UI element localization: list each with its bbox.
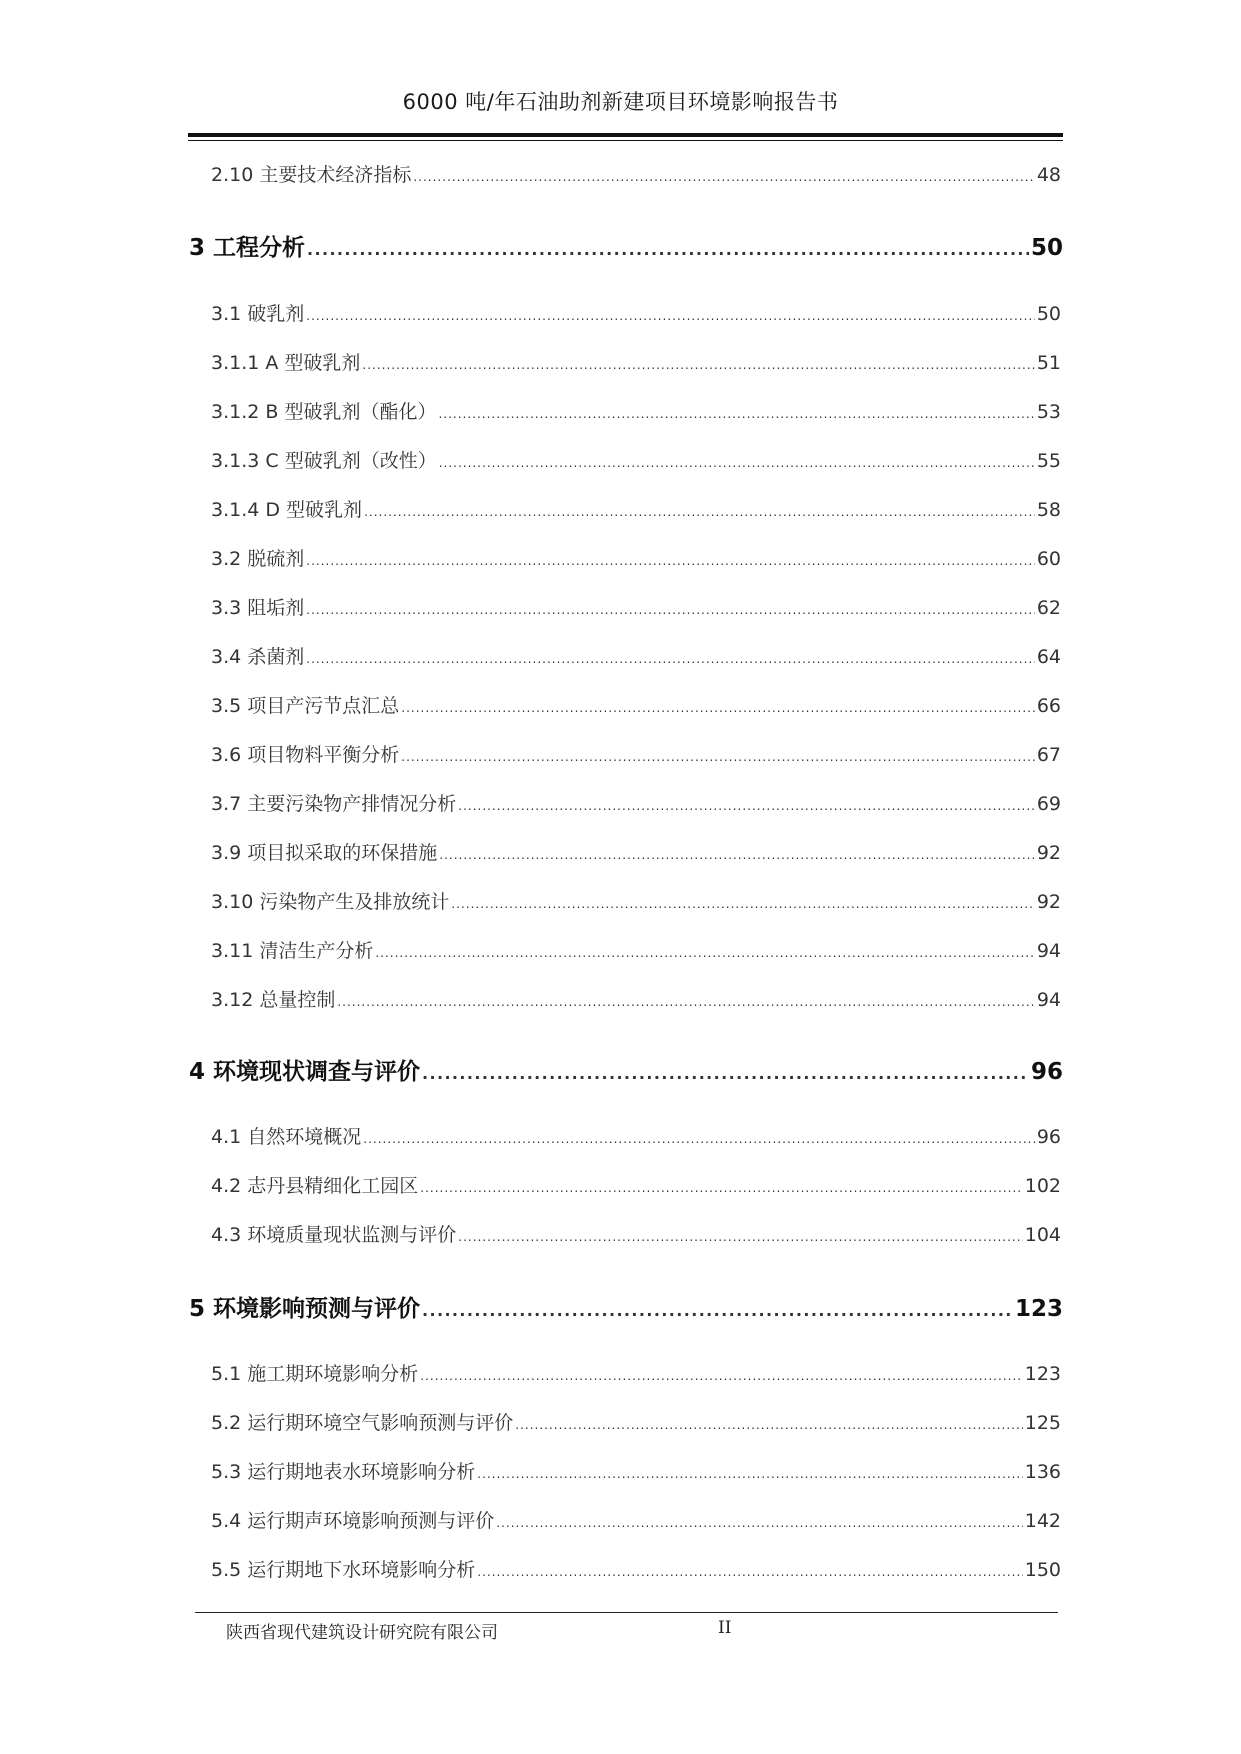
toc-leader-dots (363, 1132, 1035, 1146)
toc-entry[interactable] (211, 936, 1061, 963)
toc-entry[interactable] (211, 642, 1061, 669)
toc-entry[interactable] (211, 593, 1061, 620)
toc-entry[interactable] (211, 1555, 1061, 1582)
toc-entry[interactable] (211, 446, 1061, 473)
toc-entry-page: 69 (1036, 793, 1061, 815)
toc-chapter-entry[interactable] (189, 1290, 1063, 1323)
toc-leader-dots (337, 995, 1034, 1009)
toc-entry-page: 142 (1024, 1510, 1061, 1532)
toc-entry-title: 3 工程分析 (189, 235, 306, 261)
toc-entry-page: 150 (1024, 1559, 1061, 1581)
toc-entry-page: 64 (1036, 646, 1061, 668)
toc-entry-page: 96 (1036, 1126, 1061, 1148)
toc-entry-title: 3.5 项目产污节点汇总 (211, 695, 400, 717)
toc-entry-page: 58 (1036, 499, 1061, 521)
toc-entry-page: 123 (1024, 1363, 1061, 1385)
footer-page-number: II (718, 1618, 732, 1638)
toc-entry[interactable] (211, 397, 1061, 424)
toc-entry-page: 136 (1024, 1461, 1061, 1483)
toc-leader-dots (307, 240, 1029, 259)
toc-entry-page: 92 (1036, 891, 1061, 913)
toc-leader-dots (413, 170, 1034, 184)
toc-entry-page: 62 (1036, 597, 1061, 619)
toc-leader-dots (364, 505, 1035, 519)
toc-entry[interactable] (211, 1408, 1061, 1435)
toc-entry-page: 102 (1024, 1175, 1061, 1197)
footer-company-name: 陕西省现代建筑设计研究院有限公司 (226, 1623, 498, 1643)
toc-entry-page: 50 (1036, 303, 1061, 325)
toc-entry-title: 4.1 自然环境概况 (211, 1126, 362, 1148)
toc-entry[interactable] (211, 985, 1061, 1012)
toc-entry[interactable] (211, 740, 1061, 767)
toc-entry-page: 125 (1024, 1412, 1061, 1434)
toc-leader-dots (458, 799, 1035, 813)
toc-leader-dots (439, 848, 1035, 862)
toc-entry[interactable] (211, 1122, 1061, 1149)
toc-entry-page: 96 (1030, 1059, 1063, 1085)
toc-entry-title: 3.1 破乳剂 (211, 303, 305, 325)
toc-entry-page: 53 (1036, 401, 1061, 423)
toc-leader-dots (375, 946, 1034, 960)
toc-entry-title: 4.2 志丹县精细化工园区 (211, 1175, 419, 1197)
toc-entry-page: 60 (1036, 548, 1061, 570)
toc-leader-dots (306, 309, 1035, 323)
toc-leader-dots (306, 603, 1035, 617)
toc-entry-title: 3.12 总量控制 (211, 989, 336, 1011)
toc-leader-dots (420, 1181, 1022, 1195)
toc-entry-page: 48 (1036, 164, 1061, 186)
toc-entry-title: 5.4 运行期声环境影响预测与评价 (211, 1510, 495, 1532)
toc-entry[interactable] (211, 1359, 1061, 1386)
document-header-title: 6000 吨/年石油助剂新建项目环境影响报告书 (402, 90, 839, 114)
toc-entry[interactable] (211, 789, 1061, 816)
toc-entry[interactable] (211, 544, 1061, 571)
toc-entry-title: 3.1.1 A 型破乳剂 (211, 352, 361, 374)
toc-leader-dots (496, 1516, 1022, 1530)
toc-entry-title: 3.9 项目拟采取的环保措施 (211, 842, 438, 864)
toc-leader-dots (477, 1565, 1022, 1579)
toc-entry-title: 3.1.3 C 型破乳剂（改性） (211, 450, 437, 472)
toc-entry-title: 3.2 脱硫剂 (211, 548, 305, 570)
toc-entry-title: 3.3 阻垢剂 (211, 597, 305, 619)
toc-entry-title: 3.7 主要污染物产排情况分析 (211, 793, 457, 815)
toc-leader-dots (515, 1418, 1022, 1432)
toc-entry[interactable] (211, 691, 1061, 718)
toc-entry[interactable] (211, 887, 1061, 914)
toc-entry[interactable] (211, 1506, 1061, 1533)
toc-leader-dots (401, 750, 1035, 764)
toc-leader-dots (451, 897, 1034, 911)
toc-entry-title: 2.10 主要技术经济指标 (211, 164, 412, 186)
toc-entry-page: 94 (1036, 940, 1061, 962)
toc-entry-title: 3.10 污染物产生及排放统计 (211, 891, 450, 913)
toc-leader-dots (401, 701, 1035, 715)
toc-leader-dots (362, 358, 1034, 372)
toc-entry-page: 55 (1036, 450, 1061, 472)
toc-entry-title: 4 环境现状调查与评价 (189, 1059, 421, 1085)
toc-entry[interactable] (211, 1171, 1061, 1198)
toc-leader-dots (477, 1467, 1022, 1481)
toc-entry[interactable] (211, 299, 1061, 326)
toc-leader-dots (458, 1230, 1022, 1244)
toc-leader-dots (439, 456, 1035, 470)
toc-entry-page: 104 (1024, 1224, 1061, 1246)
toc-entry-title: 5.3 运行期地表水环境影响分析 (211, 1461, 476, 1483)
toc-entry-page: 66 (1036, 695, 1061, 717)
toc-entry-page: 94 (1036, 989, 1061, 1011)
toc-entry-page: 92 (1036, 842, 1061, 864)
toc-leader-dots (306, 652, 1035, 666)
toc-entry[interactable] (211, 348, 1061, 375)
toc-entry-title: 5.2 运行期环境空气影响预测与评价 (211, 1412, 514, 1434)
toc-entry[interactable] (211, 160, 1061, 187)
toc-entry-title: 5 环境影响预测与评价 (189, 1296, 421, 1322)
toc-chapter-entry[interactable] (189, 1053, 1063, 1086)
toc-leader-dots (306, 554, 1035, 568)
toc-leader-dots (420, 1369, 1022, 1383)
toc-entry-title: 3.11 清洁生产分析 (211, 940, 374, 962)
toc-entry-page: 51 (1036, 352, 1061, 374)
toc-entry-title: 5.1 施工期环境影响分析 (211, 1363, 419, 1385)
toc-entry[interactable] (211, 1220, 1061, 1247)
footer-rule (195, 1612, 1058, 1613)
toc-entry-title: 3.4 杀菌剂 (211, 646, 305, 668)
toc-entry[interactable] (211, 495, 1061, 522)
toc-leader-dots (438, 407, 1034, 421)
toc-entry-page: 123 (1014, 1296, 1063, 1322)
toc-entry-title: 3.1.4 D 型破乳剂 (211, 499, 363, 521)
toc-entry[interactable] (211, 1457, 1061, 1484)
toc-entry-title: 3.1.2 B 型破乳剂（酯化） (211, 401, 437, 423)
toc-entry-title: 4.3 环境质量现状监测与评价 (211, 1224, 457, 1246)
toc-entry-title: 5.5 运行期地下水环境影响分析 (211, 1559, 476, 1581)
toc-entry[interactable] (211, 838, 1061, 865)
toc-leader-dots (422, 1301, 1013, 1320)
toc-entry-page: 50 (1030, 235, 1063, 261)
toc-entry-title: 3.6 项目物料平衡分析 (211, 744, 400, 766)
toc-entry-page: 67 (1036, 744, 1061, 766)
toc-leader-dots (422, 1064, 1029, 1083)
toc-chapter-entry[interactable] (189, 229, 1063, 262)
